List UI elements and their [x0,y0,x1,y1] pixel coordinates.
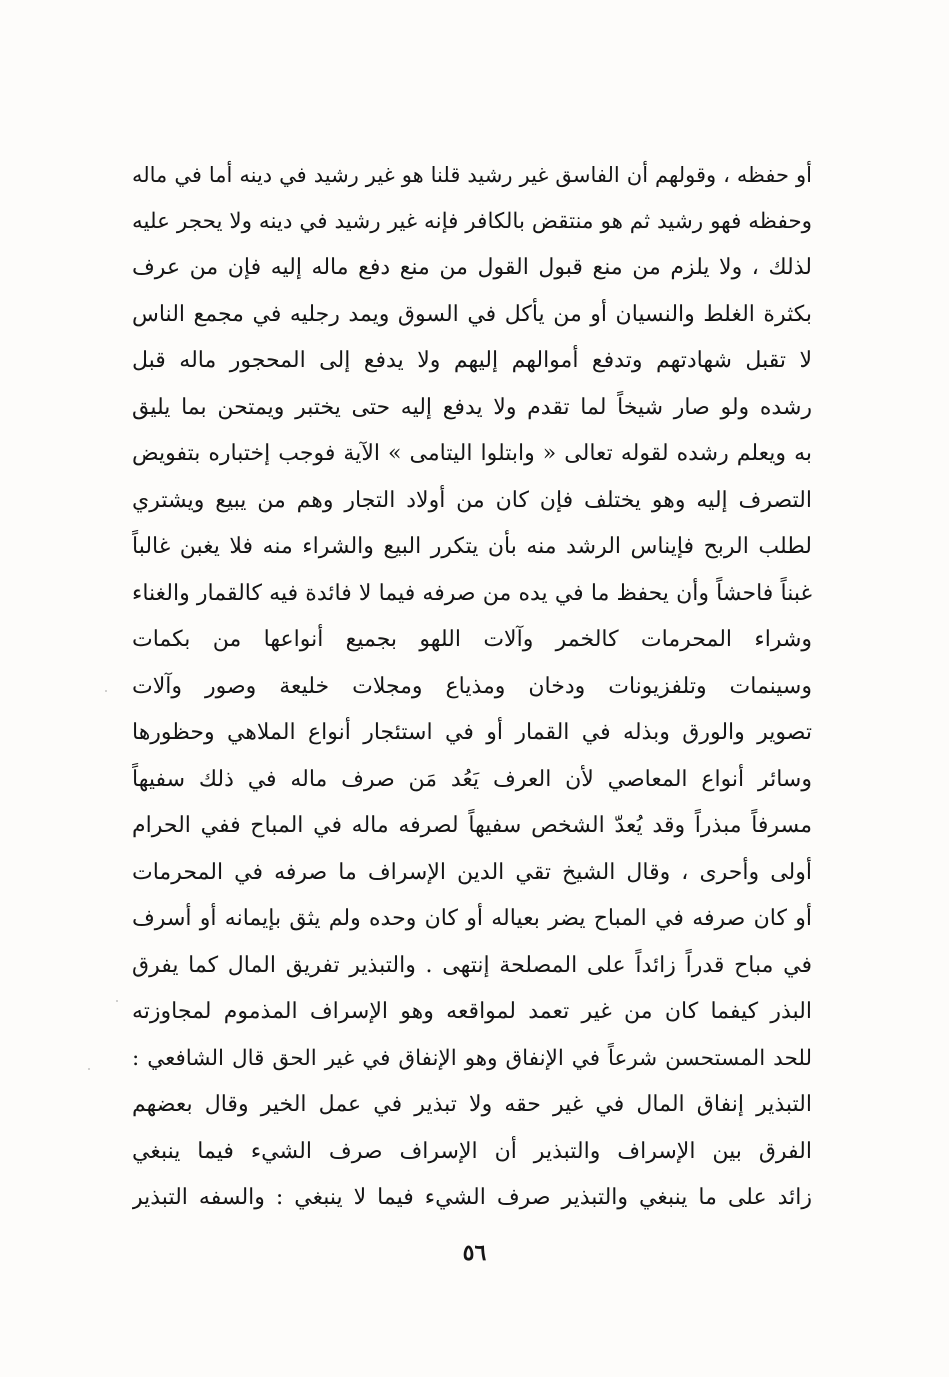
text-line: وسينمات وتلفزيونات ودخان ومذياع ومجلات خليعة وصور وآلات [132,673,812,699]
text-line: وشراء المحرمات كالخمر وآلات اللهو بجميع أنواعها من بكمات [132,627,812,652]
text-line: في مباح قدراً زائداً على المصلحة إنتهى . والتبذير تفريق المال كما يفرق [132,952,812,978]
text-line: أولى وأحرى ، وقال الشيخ تقي الدين الإسراف ما صرفه في المحرمات [132,859,812,885]
text-line: رشده ولو صار شيخاً لما تقدم ولا يدفع إليه حتى يختبر ويمتحن بما يليق [132,394,812,420]
text-line: مسرفاً مبذراً وقد يُعدّ الشخص سفيهاً لصرفه ماله في المباح ففي الحرام [132,813,812,838]
text-line: بكثرة الغلط والنسيان أو من يأكل في السوق ويمد رجليه في مجمع الناس [132,301,812,327]
scan-speck [105,690,107,692]
text-line: لطلب الربح فإيناس الرشد منه بأن يتكرر البيع والشراء منه فلا يغبن غالباً [132,534,812,559]
text-line: وحفظه فهو رشيد ثم هو منتقض بالكافر فإنه غير رشيد في دينه ولا يحجر عليه [132,208,812,234]
text-line: التصرف إليه وهو يختلف فإن كان من أولاد التجار وهم من يبيع ويشتري [132,487,812,513]
text-line: أو كان صرفه في المباح يضر بعياله أو كان وحده ولم يثق بإيمانه أو أسرف [132,906,812,931]
text-line: التبذير إنفاق المال في غير حقه ولا تبذير في عمل الخير وقال بعضهم [132,1092,812,1117]
text-line: وسائر أنواع المعاصي لأن العرف يَعُد مَن صرف ماله في ذلك سفيهاً [132,766,812,792]
text-line: غبناً فاحشاً وأن يحفظ ما في يده من صرفه فيما لا فائدة فيه كالقمار والغناء [132,580,812,606]
text-line: الفرق بين الإسراف والتبذير أن الإسراف صرف الشيء فيما ينبغي [132,1138,812,1164]
text-line: به ويعلم رشده لقوله تعالى « وابتلوا اليتامى » الآية فوجب إختباره بتفويض [132,441,812,466]
scan-speck [88,1068,90,1070]
text-line: تصوير والورق وبذله في القمار أو في استئجار أنواع الملاهي وحظورها [132,720,812,745]
text-line: زائد على ما ينبغي والتبذير صرف الشيء فيما لا ينبغي : والسفه التبذير [132,1185,812,1210]
text-line: للحد المستحسن شرعاً في الإنفاق وهو الإنفاق في غير الحق قال الشافعي : [132,1045,812,1071]
text-line: البذر كيفما كان من غير تعمد لمواقعه وهو الإسراف المذموم لمجاوزته [132,999,812,1024]
text-line: أو حفظه ، وقولهم أن الفاسق غير رشيد قلنا هو غير رشيد في دينه أما في ماله [132,163,812,187]
body-text [132,152,812,1222]
page-number: ٥٦ [462,1240,487,1266]
text-line: لا تقبل شهادتهم وتدفع أموالهم إليهم ولا يدفع إلى المحجور ماله قبل [132,348,812,373]
scan-speck [116,1000,118,1002]
text-line: لذلك ، ولا يلزم من منع قبول القول من منع دفع ماله إليه فإن من عرف [132,255,812,280]
